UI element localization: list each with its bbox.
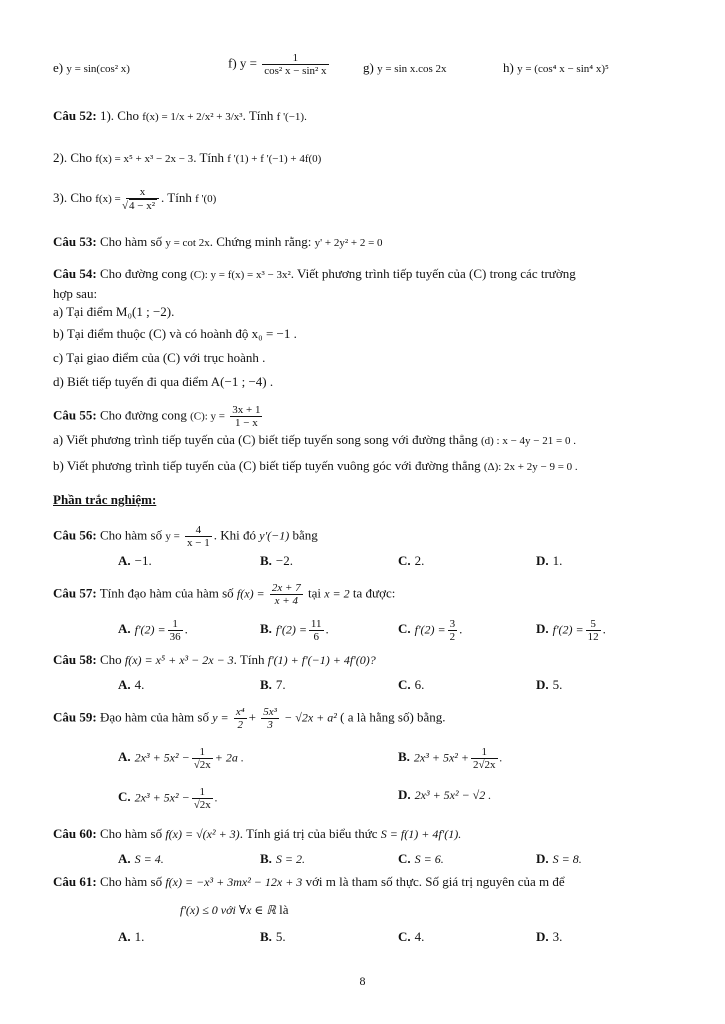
q53-identity: y' + 2y² + 2 = 0 (314, 237, 383, 249)
q52-part1 (53, 108, 685, 125)
q51-f-num: 1 (292, 52, 299, 64)
q57-den: x + 4 (270, 594, 303, 607)
q58-option-a[interactable] (118, 676, 144, 694)
q60-option-c[interactable] (398, 850, 444, 868)
q55-curve-lhs: (C): y = (190, 410, 226, 423)
q56-text1: Cho hàm số (99, 527, 163, 543)
option-value: 4. (134, 677, 145, 692)
option-key: C. (398, 553, 411, 568)
q59-f2-den: 3 (261, 718, 279, 731)
q61-option-b[interactable] (260, 928, 286, 946)
q53-expr: y = cot 2x (165, 237, 210, 249)
q51-e-expr: y = sin(cos² x) (66, 63, 130, 75)
q51-h-label: h) (503, 60, 514, 75)
q61-label: Câu 61: (53, 874, 97, 889)
q54-text1: Cho đường cong (99, 266, 187, 281)
option-key: C. (398, 929, 411, 944)
option-fraction (192, 746, 213, 771)
q54-curve: (C): y = f(x) = x³ − 3x² (190, 269, 291, 281)
q60-text2: . Tính giá trị của biểu thức (239, 826, 378, 841)
option-value: 5. (552, 677, 563, 692)
q55-b-line: (Δ): 2x + 2y − 9 = 0 . (483, 461, 578, 473)
option-lhs: f'(2) = (134, 622, 166, 637)
q51-item-e (53, 60, 130, 77)
q53-text2: . Chứng minh rằng: (209, 234, 312, 249)
q52-part2 (53, 150, 685, 167)
q57-text3: ta được: (352, 585, 396, 601)
option-num: 11 (310, 618, 322, 630)
q52-p2-target: f '(1) + f '(−1) + 4f(0) (227, 153, 322, 165)
q55-fraction (230, 404, 262, 429)
option-key: C. (118, 789, 131, 805)
q51-h-expr: y = (cos⁴ x − sin⁴ x)⁵ (517, 63, 609, 75)
option-num: 1 (199, 786, 205, 798)
q57-text1: Tính đạo hàm của hàm số (99, 585, 234, 601)
q52-p3-den (126, 198, 159, 212)
q56-label: Câu 56: (53, 527, 97, 543)
q60-text1: Cho hàm số (99, 826, 163, 841)
option-lhs: f'(2) = (552, 622, 584, 637)
option-pre: 2x³ + 5x² − (134, 750, 190, 765)
option-value: 3. (552, 929, 563, 944)
option-fraction (192, 786, 213, 811)
q57-option-b[interactable]: B. f'(2) = $\frac{11}{6}$ . (260, 618, 329, 643)
option-value: 2. (414, 553, 425, 568)
option-num: 5 (590, 618, 596, 630)
q53-label: Câu 53: (53, 234, 97, 249)
option-post: . (214, 790, 218, 805)
option-key: B. (260, 621, 272, 637)
q54-part-a: a) Tại điểm M₀(1 ; −2). (53, 304, 175, 319)
q60-option-b[interactable] (260, 850, 305, 868)
option-den: √2x (193, 759, 211, 771)
q55-den: 1 − x (230, 416, 262, 429)
option-value: 1. (134, 929, 145, 944)
q56-text3: bằng (292, 527, 318, 543)
q58-target: f'(1) + f'(−1) + 4f'(0)? (267, 653, 376, 667)
q57-option-a[interactable]: A. f'(2) = $\frac{1}{36}$ . (118, 618, 188, 643)
option-key: B. (260, 677, 272, 692)
option-value: 1. (552, 553, 563, 568)
option-key: C. (398, 621, 411, 637)
option-key: C. (398, 851, 411, 866)
q57-label: Câu 57: (53, 585, 97, 601)
option-key: B. (398, 749, 410, 765)
q56-target: y'(−1) (259, 528, 290, 543)
q60-row (53, 826, 685, 842)
q59-row: Câu 59: Đạo hàm của hàm số y = $\frac{\text{x⁴}}{2}$ + $\frac{\text{5x³}}{3}$ − √2x + a² ( a là hằng số) bằng. (53, 706, 446, 731)
q53-text1: Cho hàm số (99, 234, 163, 249)
q51-f-label: f) y = (228, 55, 257, 71)
q59-option-d[interactable] (398, 786, 491, 804)
q61-option-c[interactable] (398, 928, 424, 946)
q58-option-c[interactable] (398, 676, 424, 694)
q59-text2: ( a là hằng số) bằng. (340, 709, 446, 725)
q56-option-d[interactable] (536, 552, 562, 570)
q51-item-h (503, 60, 609, 77)
q59-option-b[interactable] (398, 746, 503, 771)
q59-f1-num: x⁴ (235, 706, 245, 718)
q59-f2-num: 5x³ (263, 706, 277, 718)
q60-target: S = f(1) + 4f'(1). (380, 827, 462, 841)
option-num: 1 (481, 746, 487, 758)
option-den: 36 (169, 631, 181, 643)
q52-p2-expr: f(x) = x⁵ + x³ − 2x − 3 (95, 153, 194, 165)
q52-p3-task: . Tính (161, 189, 192, 205)
q61-option-d[interactable] (536, 928, 562, 946)
q51-g-expr: y = sin x.cos 2x (377, 63, 447, 75)
q60-label: Câu 60: (53, 826, 97, 841)
q52-label: Câu 52: (53, 108, 97, 123)
option-pre: 2x³ + 5x² − √2 . (414, 788, 492, 802)
q61-cond: f'(x) ≤ 0 với ∀x ∈ ℝ (180, 903, 276, 917)
option-post: + 2a . (214, 750, 244, 765)
q55-part-a (53, 432, 685, 449)
option-fraction (309, 618, 324, 643)
q54-text3: hợp sau: (53, 286, 98, 301)
q56-option-c[interactable] (398, 552, 424, 570)
q54-part-d: d) Biết tiếp tuyến đi qua điểm A(−1 ; −4) . (53, 374, 274, 389)
q58-text2: . Tính (233, 652, 265, 667)
q51-g-label: g) (363, 60, 374, 75)
q59-option-a[interactable] (118, 746, 244, 771)
option-pre: 2x³ + 5x² − (134, 790, 190, 805)
q56-row (53, 524, 685, 549)
option-key: D. (536, 621, 549, 637)
q60-expr: f(x) = √(x² + 3) (165, 827, 240, 841)
q52-p3-prefix: 3). Cho (53, 189, 92, 205)
q61-text1: Cho hàm số (99, 874, 163, 889)
option-den: 2√2x (472, 759, 496, 771)
q57-lhs: f(x) = (236, 586, 265, 601)
q52-part3 (53, 186, 685, 212)
option-post: . (499, 750, 503, 765)
q59-option-c[interactable] (118, 786, 218, 811)
q51-f-den: cos² x − sin² x (264, 65, 327, 77)
q55-label: Câu 55: (53, 407, 97, 423)
option-key: D. (536, 677, 549, 692)
option-value: 6. (414, 677, 425, 692)
q52-p1-prefix: 1). Cho (99, 108, 139, 123)
option-key: B. (260, 851, 272, 866)
q59-f1-den: 2 (234, 718, 247, 731)
q54-part-b: b) Tại điểm thuộc (C) và có hoành độ x₀ = −1 . (53, 326, 297, 341)
q55-row (53, 404, 685, 429)
q57-at: x = 2 (324, 586, 350, 601)
option-den: 6 (309, 630, 324, 643)
q61-text2: với m là tham số thực. Số giá trị nguyên của m để (305, 874, 565, 889)
q54-part-c: c) Tại giao điểm của (C) với trục hoành . (53, 350, 266, 365)
option-key: D. (536, 929, 549, 944)
option-value: −2. (275, 553, 294, 568)
q56-fraction (185, 524, 212, 549)
option-value: 4. (414, 929, 425, 944)
q61-option-a[interactable] (118, 928, 144, 946)
q54-label: Câu 54: (53, 266, 97, 281)
option-num: 3 (449, 618, 456, 630)
q51-f-fraction (262, 52, 328, 77)
option-value: S = 8. (552, 852, 582, 866)
option-key: D. (536, 851, 549, 866)
q61-text3: là (279, 902, 289, 917)
q54-row (53, 266, 685, 283)
option-value: S = 6. (414, 852, 444, 866)
option-pre: 2x³ + 5x² + (413, 750, 469, 765)
q51-item-g (363, 60, 447, 77)
q61-expr: f(x) = −x³ + 3mx² − 12x + 3 (165, 875, 303, 889)
q51-e-label: e) (53, 60, 64, 75)
option-lhs: f'(2) = (275, 622, 307, 637)
q57-text2: tại (307, 585, 321, 601)
option-lhs: f'(2) = (414, 622, 446, 637)
q52-p3-target: f '(0) (195, 192, 217, 205)
q55-a-text: a) Viết phương trình tiếp tuyến của (C) biết tiếp tuyến song song với đường thẳng (53, 432, 478, 447)
option-key: A. (118, 749, 131, 765)
option-fraction (168, 618, 183, 643)
q61-row (53, 874, 685, 890)
q56-den: x − 1 (187, 537, 210, 549)
q52-p2-task: . Tính (193, 150, 225, 165)
q61-condition-row (180, 902, 685, 918)
q52-p2-prefix: 2). Cho (53, 150, 92, 165)
option-key: A. (118, 621, 131, 637)
option-value: 7. (275, 677, 286, 692)
option-key: A. (118, 677, 131, 692)
option-key: D. (536, 553, 549, 568)
q52-p3-num: x (139, 186, 146, 198)
q57-row (53, 582, 685, 607)
q58-row (53, 652, 685, 668)
section-title: Phần trắc nghiệm: (53, 492, 157, 507)
option-num: 1 (199, 746, 205, 758)
option-key: B. (260, 553, 272, 568)
q57-fraction (270, 582, 303, 607)
option-fraction (586, 618, 601, 643)
option-value: 5. (275, 929, 286, 944)
q52-p3-lhs: f(x) = (95, 192, 121, 205)
q56-lhs: y = (165, 530, 180, 543)
option-key: A. (118, 929, 131, 944)
q53-row (53, 234, 685, 251)
q59-lhs: y = (212, 710, 229, 725)
option-den: 2 (449, 631, 456, 643)
q51-item-f (228, 52, 331, 77)
option-value: −1. (134, 553, 152, 568)
q58-option-b[interactable] (260, 676, 286, 694)
q59-label: Câu 59: (53, 709, 97, 725)
option-key: B. (260, 929, 272, 944)
q57-option-d[interactable]: D. f'(2) = $\frac{5}{12}$ . (536, 618, 606, 643)
q57-num: 2x + 7 (271, 582, 301, 594)
option-den: √2x (193, 799, 211, 811)
q55-b-text: b) Viết phương trình tiếp tuyến của (C) biết tiếp tuyến vuông góc với đường thẳng (53, 458, 481, 473)
q56-option-b[interactable] (260, 552, 293, 570)
option-den: 12 (587, 631, 599, 643)
q52-p1-task: . Tính (242, 108, 274, 123)
option-value: S = 2. (275, 852, 306, 866)
q56-text2: . Khi đó (213, 527, 257, 543)
q55-num: 3x + 1 (232, 404, 261, 416)
q59-tail: − √2x + a² (284, 710, 337, 725)
q60-option-d[interactable] (536, 850, 582, 868)
q59-fraction-2 (261, 706, 279, 731)
q57-option-c[interactable]: C. f'(2) = $\frac{3}{2}$ . (398, 618, 463, 643)
q56-option-a[interactable] (118, 552, 152, 570)
q52-p1-expr: f(x) = 1/x + 2/x² + 3/x³ (142, 111, 243, 123)
q55-text1: Cho đường cong (99, 407, 187, 423)
option-num: 1 (172, 618, 178, 630)
q52-p3-fraction (126, 186, 159, 212)
q59-fraction-1 (234, 706, 247, 731)
option-value: S = 4. (134, 852, 164, 866)
q54-text2: . Viết phương trình tiếp tuyến của (C) trong các trường (290, 266, 576, 281)
q58-label: Câu 58: (53, 652, 97, 667)
option-key: D. (398, 787, 411, 802)
q58-option-d[interactable] (536, 676, 562, 694)
option-key: A. (118, 553, 131, 568)
q58-expr: f(x) = x⁵ + x³ − 2x − 3 (124, 653, 234, 667)
q55-a-line: (d) : x − 4y − 21 = 0 . (480, 435, 576, 447)
q60-option-a[interactable] (118, 850, 164, 868)
q58-text1: Cho (99, 652, 122, 667)
option-fraction (471, 746, 498, 771)
option-key: A. (118, 851, 131, 866)
q59-text1: Đạo hàm của hàm số (99, 709, 209, 725)
page-number: 8 (359, 974, 366, 988)
q56-num: 4 (195, 524, 202, 536)
q55-part-b (53, 458, 685, 475)
q52-p3-den-sqrt: √ 4 − x² (129, 199, 157, 212)
option-fraction (448, 618, 458, 643)
q52-p1-target: f '(−1). (276, 111, 307, 123)
option-key: C. (398, 677, 411, 692)
